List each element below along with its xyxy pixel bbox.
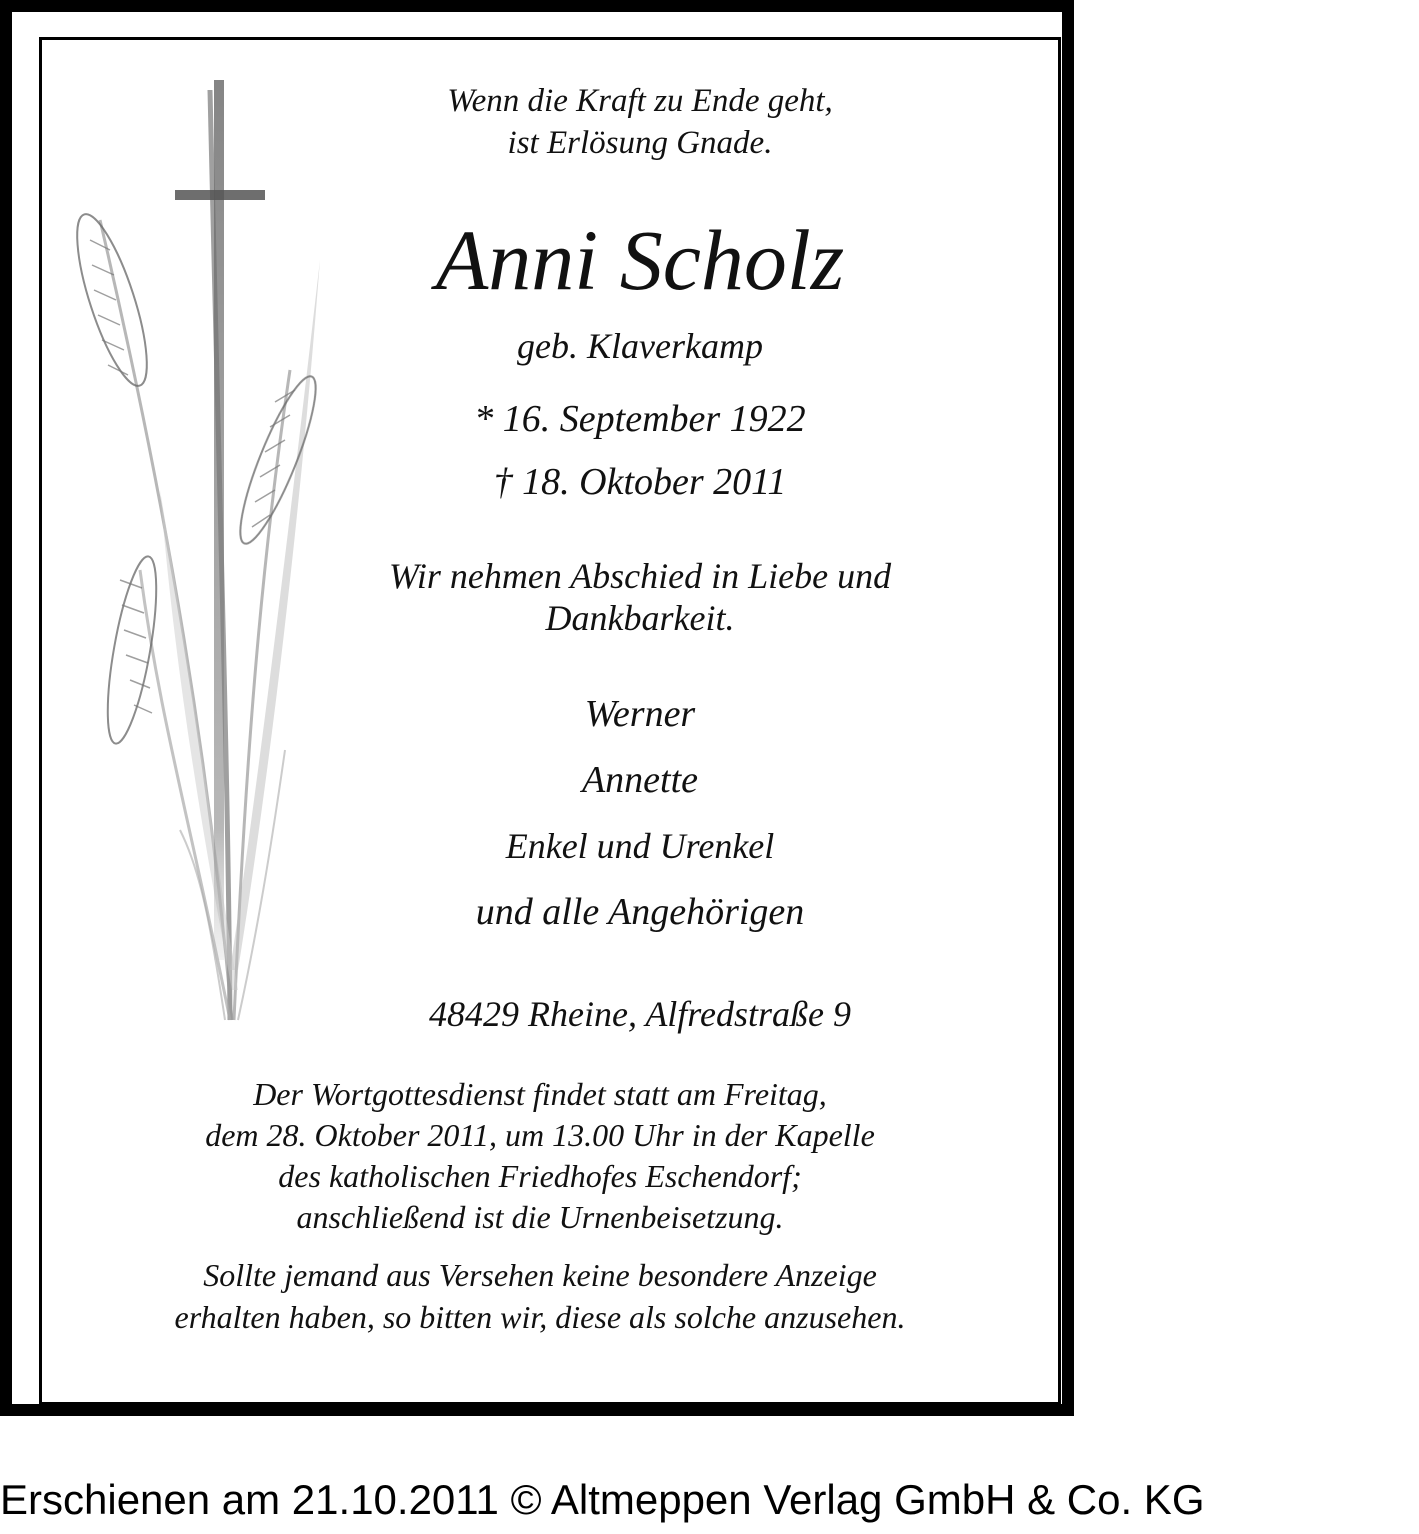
farewell-line-2: Dankbarkeit. xyxy=(545,598,735,638)
death-date: † 18. Oktober 2011 xyxy=(493,461,787,503)
mourner-name: und alle Angehörigen xyxy=(475,891,805,933)
closing-line: Sollte jemand aus Versehen keine besondere Anzeige xyxy=(203,1257,877,1293)
closing-notice xyxy=(40,1254,1040,1338)
farewell-text xyxy=(300,555,980,639)
service-line: des katholischen Friedhofes Eschendorf; xyxy=(278,1158,802,1194)
motto-line-2: ist Erlösung Gnade. xyxy=(507,125,773,161)
maiden-name: geb. Klaverkamp xyxy=(517,326,763,366)
cross-with-wheat-icon xyxy=(60,70,340,1030)
motto xyxy=(300,80,980,164)
mourner-name: Enkel und Urenkel xyxy=(505,826,775,866)
farewell-line-1: Wir nehmen Abschied in Liebe und xyxy=(388,556,892,596)
service-info xyxy=(40,1074,1040,1238)
service-line: anschließend ist die Urnenbeisetzung. xyxy=(296,1199,784,1235)
deceased-name: Anni Scholz xyxy=(435,212,845,308)
closing-line: erhalten haben, so bitten wir, diese als solche anzusehen. xyxy=(174,1299,906,1335)
service-line: Der Wortgottesdienst findet statt am Freitag, xyxy=(253,1076,827,1112)
publication-footer: Erschienen am 21.10.2011 © Altmeppen Verlag GmbH & Co. KG xyxy=(0,1476,1205,1523)
service-line: dem 28. Oktober 2011, um 13.00 Uhr in der Kapelle xyxy=(205,1117,875,1153)
mourner-name: Werner xyxy=(584,693,696,735)
motto-line-1: Wenn die Kraft zu Ende geht, xyxy=(447,83,833,119)
address: 48429 Rheine, Alfredstraße 9 xyxy=(429,994,851,1034)
birth-date: * 16. September 1922 xyxy=(474,398,806,440)
mourner-name: Annette xyxy=(581,759,699,801)
